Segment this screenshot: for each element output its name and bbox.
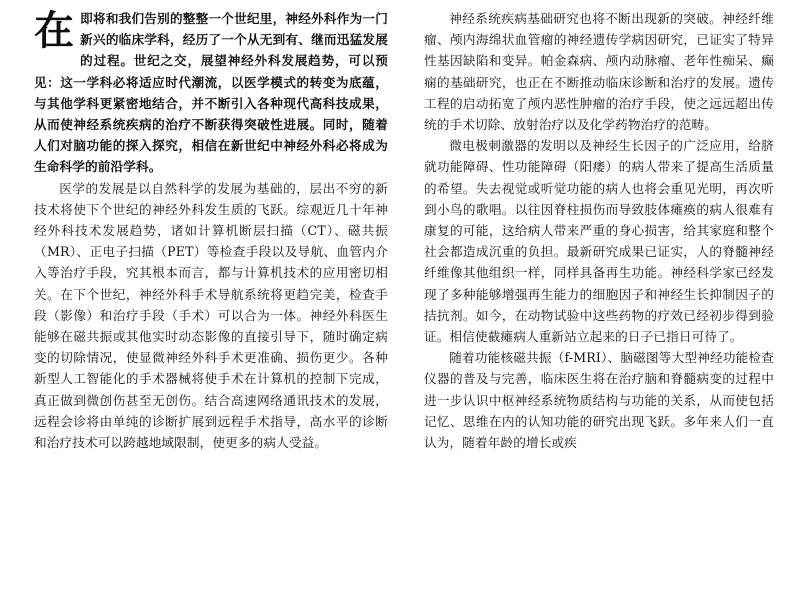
paragraph-intro-text: 即将和我们告别的整整一个世纪里，神经外科作为一门新兴的临床学科，经历了一个从无到有、继而迅猛发展的过程。世纪之交，展望神经外科发展趋势，可以预见：这一学科必将适应时代潮流，以医学模式的转变为底蕴，与其他学科更紧密地结合，并不断引入各种现代高科技成果，从而使神经系统疾病的治疗不断获得突破性进展。同时，随着人们对脑功能的探入探究，相信在新世纪中神经外科必将成为生命科学的前沿学科。: [34, 11, 388, 175]
paragraph-fmri: 随着功能核磁共振（f-MRI）、脑磁图等大型神经功能检查仪器的普及与完善，临床医生将在治疗脑和脊髓病变的过程中进一步认识中枢神经系统物质结构与功能的关系，从而使包括记忆、思维在内的认知功能的研究出现飞跃。多年来人们一直认为，随着年龄的增长或疾: [424, 350, 774, 451]
right-column: [424, 8, 774, 453]
paragraph-microelectrode: 微电极刺激器的发明以及神经生长因子的广泛应用，给脐就功能障碍、性功能障碍（阳痿）的病人带来了提高生活质量的希望。失去视觉或听觉功能的病人也将会重见光明，再次听到小鸟的歌唱。以往因脊柱损伤而导致肢体瘫痪的病人很难有康复的可能，这给病人带来严重的身心损害，给其家庭和整个社会都造成沉重的负担。最新研究成果已证实，人的脊髓神经纤维像其他组织一样，同样具备再生功能。神经科学家已经发现了多种能够增强再生能力的细胞因子和神经生长抑制因子的拮抗剂。如今，在动物试验中这些药物的疗效已经初步得到验证。相信使截瘫病人重新站立起来的日子已指日可待了。: [424, 138, 774, 345]
paragraph-basic-research: 神经系统疾病基础研究也将不断出现新的突破。神经纤维瘤、颅内海绵状血管瘤的神经遗传学病因研究，已证实了特异性基因缺陷和变异。帕金森病、颅内动脉瘤、老年性痴呆、癫痫的基础研究，也正在不断推动临床诊断和治疗的发展。遗传工程的启动拓宽了颅内恶性肿瘤的治疗手段，使之远远超出传统的手术切除、放射治疗以及化学药物治疗的范畴。: [424, 11, 774, 133]
left-column: [34, 8, 388, 453]
paragraph-technology: 医学的发展是以自然科学的发展为基础的，层出不穷的新技术将使下个世纪的神经外科发生质的飞跃。综观近几十年神经外科技术发展趋势，诸如计算机断层扫描（CT）、磁共振（MR）、正电子扫描（PET）等检查手段以及导航、血管内介入等治疗手段，究其根本而言，都与计算机技术的应用密切相关。在下个世纪，神经外科手术导航系统将更趋完美，检查手段（影像）和治疗手段（手术）可以合为一体。神经外科医生能够在磁共振或其他实时动态影像的直接引导下，随时确定病变的切除情况，使显微神经外科手术更准确、损伤更少。各种新型人工智能化的手术器械将使手术在计算机的控制下完成，真正做到微创伤甚至无创伤。结合高速网络通讯技术的发展，远程会诊将由单纯的诊断扩展到远程手术指导，高水平的诊断和治疗技术可以跨越地域限制，使更多的病人受益。: [34, 180, 388, 451]
paragraph-intro: [34, 8, 388, 178]
drop-cap: 在: [34, 8, 75, 54]
